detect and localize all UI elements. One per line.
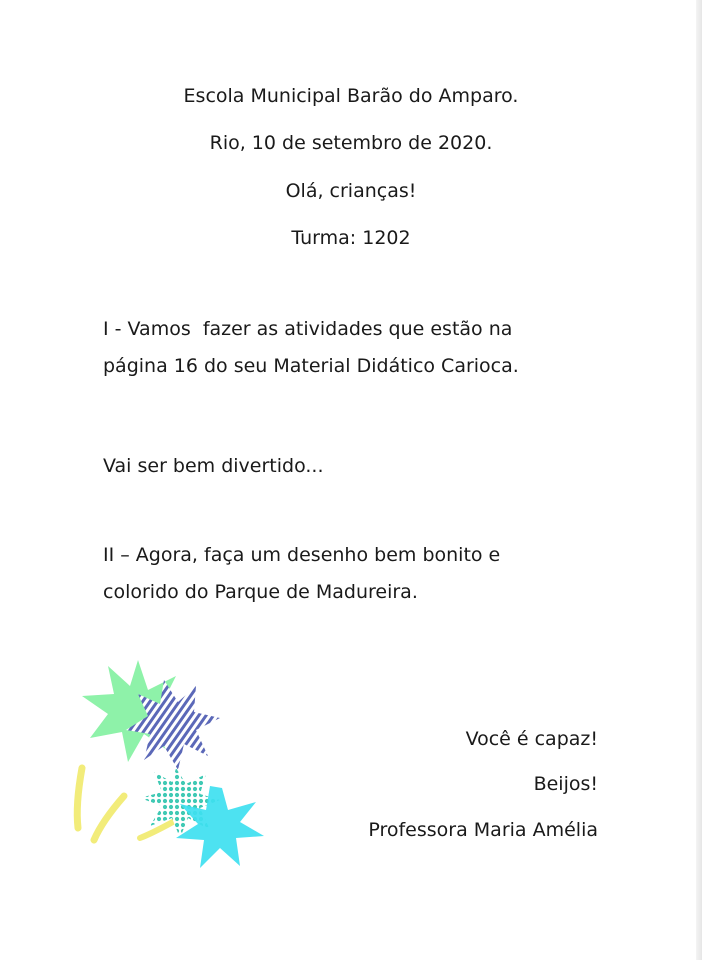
encouragement: Você é capaz! bbox=[465, 728, 598, 750]
yellow-confetti-icon bbox=[77, 768, 82, 828]
teacher-signature: Professora Maria Amélia bbox=[368, 819, 598, 841]
activity-2-line-1: II – Agora, faça um desenho bem bonito e bbox=[103, 544, 501, 566]
activity-2-paragraph bbox=[103, 537, 623, 611]
activity-1-line-1: I - Vamos fazer as atividades que estão na bbox=[103, 318, 513, 340]
activity-1-paragraph bbox=[103, 311, 623, 385]
school-name: Escola Municipal Barão do Amparo. bbox=[183, 85, 519, 107]
activity-2-line-2: colorido do Parque de Madureira. bbox=[103, 581, 418, 603]
yellow-confetti-stroke bbox=[94, 796, 124, 840]
greeting: Olá, crianças! bbox=[285, 180, 417, 202]
class-number: Turma: 1202 bbox=[291, 227, 411, 249]
letter-date: Rio, 10 de setembro de 2020. bbox=[209, 132, 493, 154]
farewell: Beijos! bbox=[533, 773, 598, 795]
activity-1-line-2: página 16 do seu Material Didático Carioca. bbox=[103, 355, 519, 377]
fun-note: Vai ser bem divertido... bbox=[103, 455, 324, 477]
star-decoration bbox=[60, 660, 280, 880]
